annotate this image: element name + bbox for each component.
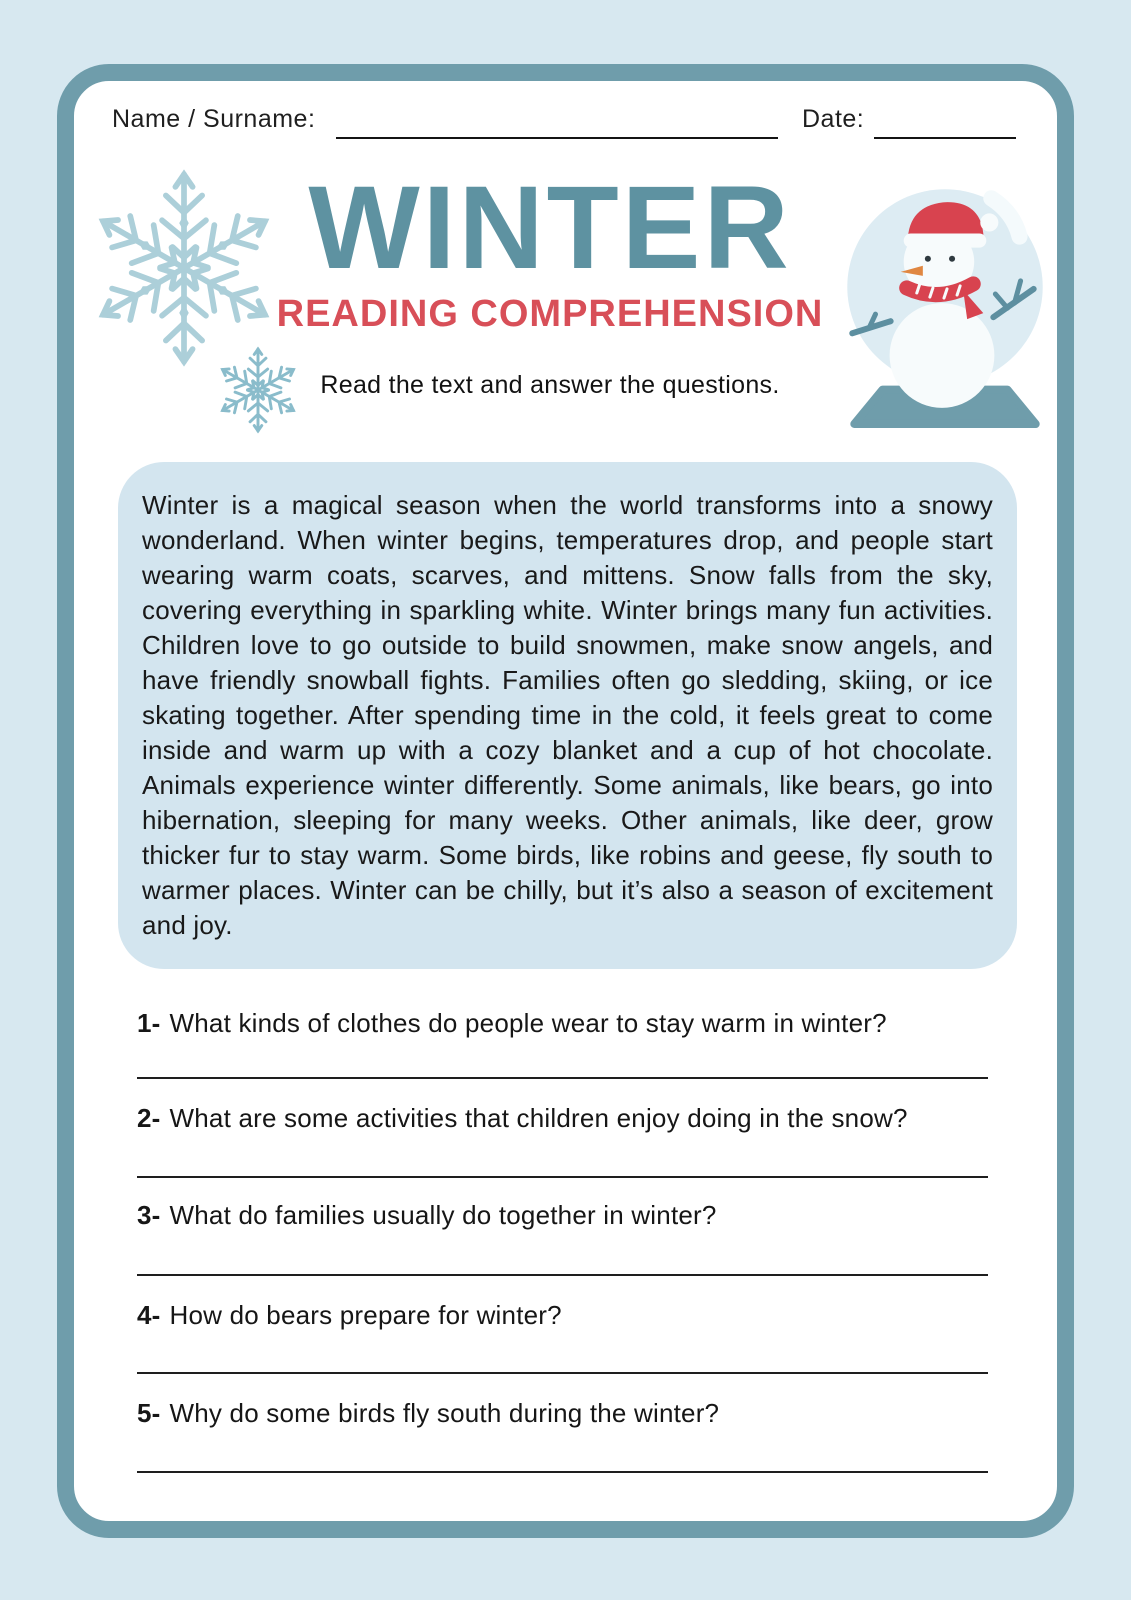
page-title: WINTER — [308, 162, 792, 294]
answer-line-1[interactable] — [137, 1077, 988, 1079]
name-input-line[interactable] — [336, 137, 778, 139]
question-3 — [137, 1200, 997, 1231]
reading-passage-text: Winter is a magical season when the world transforms into a snowy wonderland. When winter begins, temperatures drop, and people start wearing warm coats, scarves, and mittens. Snow falls from the sky, covering everything in sparkling white. Winter brings many fun activities. Children love to go outside to build snowmen, make snow angels, and have friendly snowball fights. Families often go sledding, skiing, or ice skating together. After spending time in the cold, it feels great to come inside and warm up with a cozy blanket and a cup of hot chocolate. Animals experience winter differently. Some animals, like bears, go into hibernation, sleeping for many weeks. Other animals, like deer, grow thicker fur to stay warm. Some birds, like robins and geese, fly south to warmer places. Winter can be chilly, but it’s also a season of excitement and joy. — [142, 490, 993, 940]
question-2 — [137, 1103, 997, 1134]
title-block — [250, 162, 850, 400]
question-2-number: 2- — [137, 1103, 161, 1133]
answer-line-2[interactable] — [137, 1176, 988, 1178]
answer-line-5[interactable] — [137, 1471, 988, 1473]
question-5 — [137, 1398, 997, 1429]
snow-globe-icon — [843, 158, 1047, 430]
date-label: Date: — [802, 105, 865, 133]
question-1 — [137, 1008, 997, 1039]
question-3-text: What do families usually do together in winter? — [169, 1200, 717, 1230]
question-5-number: 5- — [137, 1398, 161, 1428]
question-1-text: What kinds of clothes do people wear to stay warm in winter? — [169, 1008, 887, 1038]
answer-line-4[interactable] — [137, 1372, 988, 1374]
name-surname-label: Name / Surname: — [112, 105, 316, 133]
answer-line-3[interactable] — [137, 1274, 988, 1276]
page-subtitle: READING COMPREHENSION — [276, 293, 824, 335]
question-5-text: Why do some birds fly south during the winter? — [169, 1398, 720, 1428]
question-2-text: What are some activities that children enjoy doing in the snow? — [169, 1103, 908, 1133]
question-1-number: 1- — [137, 1008, 161, 1038]
question-4-text: How do bears prepare for winter? — [169, 1300, 562, 1330]
date-input-line[interactable] — [874, 137, 1016, 139]
snowman-body — [890, 303, 995, 408]
instruction-text: Read the text and answer the questions. — [320, 371, 780, 399]
worksheet-card — [57, 64, 1074, 1538]
question-3-number: 3- — [137, 1200, 161, 1230]
question-4-number: 4- — [137, 1300, 161, 1330]
reading-passage-box — [118, 462, 1017, 969]
question-4 — [137, 1300, 997, 1331]
